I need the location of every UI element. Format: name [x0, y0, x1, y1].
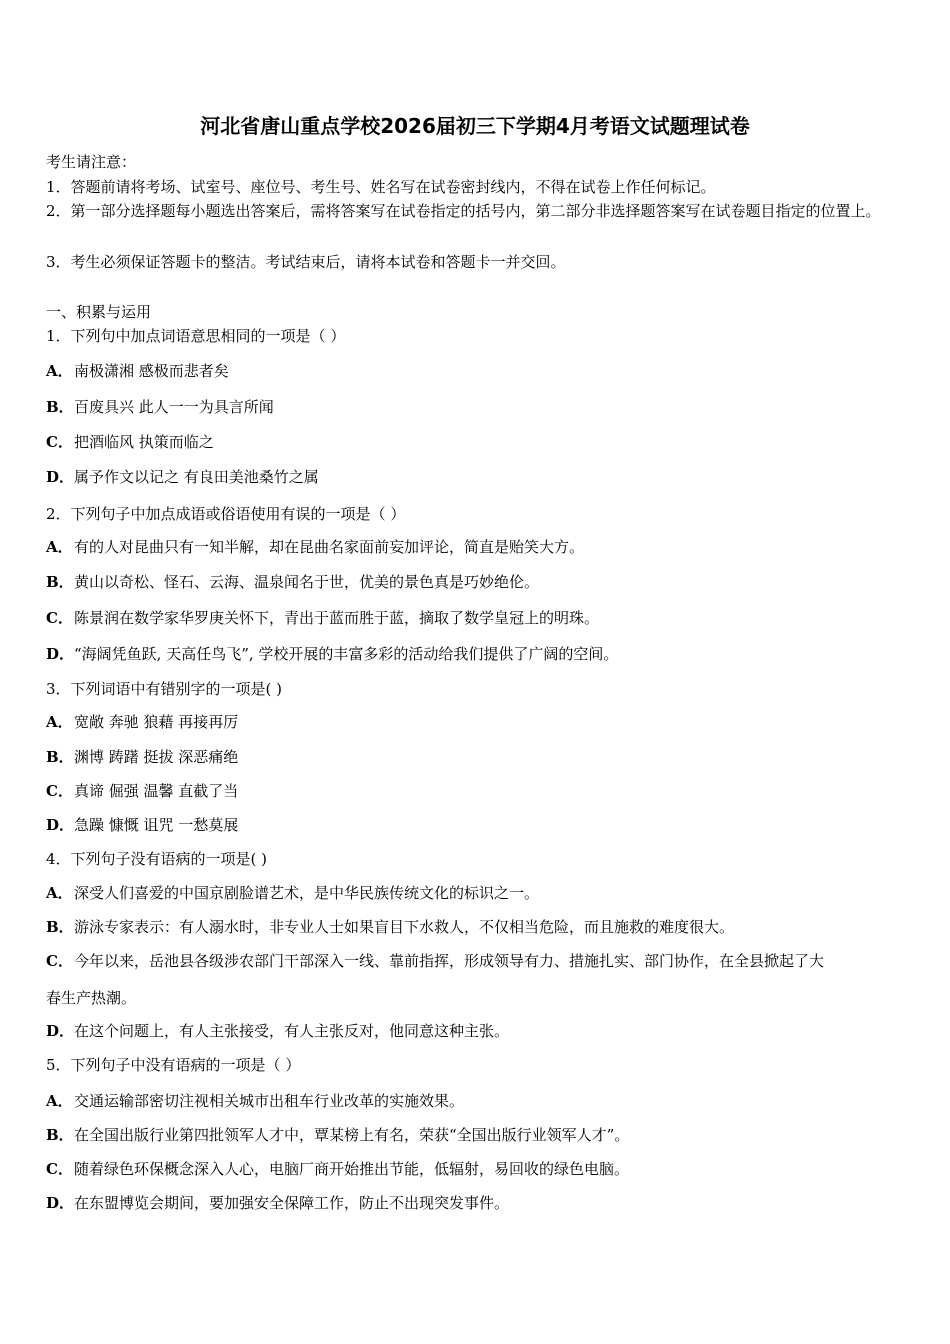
notice-heading: 考生请注意： — [46, 153, 137, 171]
exam-title: 河北省唐山重点学校2026届初三下学期4月考语文试题理试卷 — [200, 114, 750, 138]
option-text: 急躁 慷慨 诅咒 一愁莫展 — [74, 816, 239, 834]
option-text: 在东盟博览会期间，要加强安全保障工作，防止不出现突发事件。 — [74, 1194, 510, 1212]
option-label: A． — [46, 538, 73, 556]
option-label: C． — [46, 782, 73, 800]
q2-option-a — [46, 537, 912, 557]
option-label: C． — [46, 1160, 73, 1178]
q4-option-a — [46, 883, 912, 903]
option-text: 南极潇湘 感极而悲者矣 — [74, 362, 229, 380]
q2-option-c — [46, 608, 912, 628]
question-text: 下列句子中没有语病的一项是（ ） — [70, 1056, 301, 1074]
q4-option-c-continuation — [46, 988, 912, 1008]
option-label: D． — [46, 645, 75, 663]
question-2-stem — [46, 504, 912, 524]
option-text: 渊博 踌躇 挺拔 深恶痛绝 — [74, 748, 239, 766]
q3-option-d — [46, 815, 912, 835]
notice-item-1: 1．答题前请将考场、试室号、座位号、考生号、姓名写在试卷密封线内，不得在试卷上作任何标记。 — [46, 178, 716, 196]
option-text: 黄山以奇松、怪石、云海、温泉闻名于世，优美的景色真是巧妙绝伦。 — [74, 573, 540, 591]
q5-option-d — [46, 1193, 912, 1213]
option-label: D． — [46, 1022, 75, 1040]
question-text: 下列词语中有错别字的一项是( ) — [70, 680, 283, 698]
q3-option-b — [46, 747, 912, 767]
q5-option-a — [46, 1091, 912, 1111]
option-text: 随着绿色环保概念深入人心，电脑厂商开始推出节能，低辐射，易回收的绿色电脑。 — [74, 1160, 630, 1178]
question-number: 2． — [46, 505, 71, 523]
option-text: “海阔凭鱼跃, 天高任鸟飞”, 学校开展的丰富多彩的活动给我们提供了广阔的空间。 — [74, 645, 619, 663]
option-text: 属予作文以记之 有良田美池桑竹之属 — [74, 468, 319, 486]
option-label: D． — [46, 1194, 75, 1212]
section-heading: 一、积累与运用 — [46, 303, 152, 321]
question-number: 3． — [46, 680, 71, 698]
q1-option-c — [46, 432, 912, 452]
q2-option-b — [46, 572, 912, 592]
question-5-stem — [46, 1055, 912, 1075]
option-label: C． — [46, 433, 73, 451]
question-number: 5． — [46, 1056, 71, 1074]
option-text: 在这个问题上，有人主张接受，有人主张反对，他同意这种主张。 — [74, 1022, 510, 1040]
question-text: 下列句子没有语病的一项是( ) — [70, 850, 268, 868]
option-label: A． — [46, 713, 73, 731]
option-label: B． — [46, 398, 74, 416]
question-number: 4． — [46, 850, 71, 868]
q5-option-b — [46, 1125, 912, 1145]
option-text: 有的人对昆曲只有一知半解，却在昆曲名家面前妄加评论，简直是贻笑大方。 — [74, 538, 585, 556]
option-label: B． — [46, 748, 74, 766]
q1-option-a — [46, 361, 912, 381]
q1-option-d — [46, 467, 912, 487]
option-text: 宽敞 奔驰 狼藉 再接再厉 — [74, 713, 239, 731]
question-text: 下列句中加点词语意思相同的一项是（ ） — [70, 327, 346, 345]
option-label: A． — [46, 884, 73, 902]
option-label: D． — [46, 468, 75, 486]
option-text: 陈景润在数学家华罗庚关怀下，青出于蓝而胜于蓝，摘取了数学皇冠上的明珠。 — [74, 609, 600, 627]
notice-item-2: 2．第一部分选择题每小题选出答案后，需将答案写在试卷指定的括号内，第二部分非选择题答案写在试卷题目指定的位置上。 — [46, 202, 881, 220]
q5-option-c — [46, 1159, 912, 1179]
question-4-stem — [46, 849, 912, 869]
notice-item-3: 3．考生必须保证答题卡的整洁。考试结束后，请将本试卷和答题卡一并交回。 — [46, 253, 566, 271]
q3-option-a — [46, 712, 912, 732]
q3-option-c — [46, 781, 912, 801]
option-text: 真谛 倔强 温馨 直截了当 — [74, 782, 239, 800]
q4-option-c — [46, 951, 912, 971]
question-1-stem — [46, 326, 912, 346]
option-label: B． — [46, 918, 74, 936]
q2-option-d — [46, 644, 912, 664]
option-text: 游泳专家表示：有人溺水时，非专业人士如果盲目下水救人，不仅相当危险，而且施救的难度很大。 — [74, 918, 735, 936]
question-text: 下列句子中加点成语或俗语使用有误的一项是（ ） — [70, 505, 406, 523]
option-label: C． — [46, 609, 73, 627]
option-label: B． — [46, 1126, 74, 1144]
question-number: 1． — [46, 327, 71, 345]
q4-option-b — [46, 917, 912, 937]
option-text: 春生产热潮。 — [46, 989, 137, 1007]
q1-option-b — [46, 397, 912, 417]
option-text: 交通运输部密切注视相关城市出租车行业改革的实施效果。 — [74, 1092, 465, 1110]
option-text: 把酒临风 执策而临之 — [74, 433, 214, 451]
option-text: 百废具兴 此人一一为具言所闻 — [74, 398, 274, 416]
option-label: A． — [46, 1092, 73, 1110]
option-label: A． — [46, 362, 73, 380]
option-label: D． — [46, 816, 75, 834]
option-text: 今年以来，岳池县各级涉农部门干部深入一线、靠前指挥，形成领导有力、措施扎实、部门协作，在全县掀起了大 — [74, 952, 825, 970]
question-3-stem — [46, 679, 912, 699]
option-label: C． — [46, 952, 73, 970]
q4-option-d — [46, 1021, 912, 1041]
option-text: 在全国出版行业第四批领军人才中，覃某榜上有名，荣获“全国出版行业领军人才”。 — [74, 1126, 630, 1144]
option-text: 深受人们喜爱的中国京剧脸谱艺术，是中华民族传统文化的标识之一。 — [74, 884, 540, 902]
option-label: B． — [46, 573, 74, 591]
